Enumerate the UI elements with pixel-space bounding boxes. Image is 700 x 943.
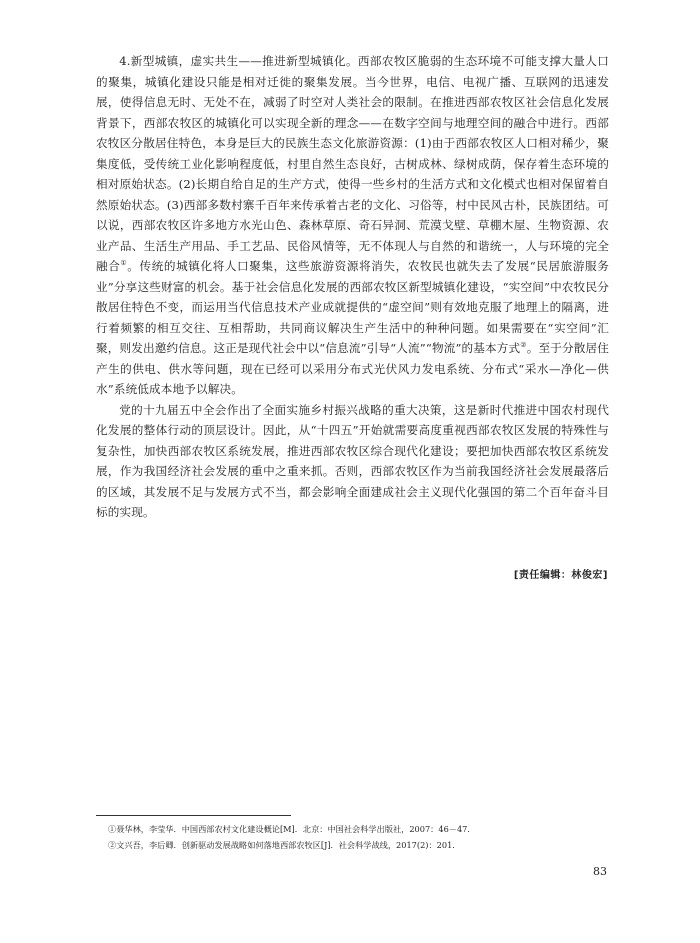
paragraph-text: 。传统的城镇化将人口聚集，这些旅游资源将消失，农牧民也就失去了发展“民居旅游服务业”分享这些财富的机会。基于社会信息化发展的西部农牧区新型城镇化建设，“实空间”中农牧民分散居住特色不变，而运用当代信息技术产业成就提供的“虚空间”则有效地克服了地理上的隔离，进行着频繁的相互交往、互相帮助，共同商议解决生产生活中的种种问题。如果需要在“实空间”汇聚，则发出邀约信息。这正是现代社会中以“信息流”引导“人流”“物流”的基本方式 [96,259,609,355]
responsible-editor-note: [责任编辑：林俊宏] [513,570,608,581]
footnote-marker[interactable]: ① [120,259,128,268]
footnote: ①聂华林，李莹华．中国西部农村文化建设概论[M]．北京：中国社会科学出版社，2007：46－47． [108,824,476,834]
footnote: ②文兴吾，李后卿．创新驱动发展战略如何落地西部农牧区[J]．社会科学战线，2017(2)：201． [108,839,461,850]
footnotes [108,822,608,853]
page-number: 83 [593,865,607,878]
footnote-marker[interactable]: ② [520,341,527,350]
footnote-divider [96,815,291,816]
body-paragraph [96,51,609,400]
body-paragraph: 党的十九届五中全会作出了全面实施乡村振兴战略的重大决策，这是新时代推进中国农村现代化发展的整体行动的顶层设计。因此，从“十四五”开始就需要高度重视西部农牧区发展的特殊性与复杂性，加快西部农牧区系统发展，推进西部农牧区综合现代化建设；要把加快西部农牧区系统发展，作为我国经济社会发展的重中之重来抓。否则，西部农牧区作为当前我国经济社会发展最落后的区域，其发展不足与发展方式不当，都会影响全面建成社会主义现代化强国的第二个百年奋斗目标的实现。 [96,402,609,519]
paragraph-text: 。至于分散居住产生的供电、供水等问题，现在已经可以采用分布式光伏风力发电系统、分布式“采水—净化—供水”系统低成本地予以解决。 [96,341,609,396]
paragraph-text: 4.新型城镇，虚实共生——推进新型城镇化。西部农牧区脆弱的生态环境不可能支撑大量人口的聚集，城镇化建设只能是相对迁徙的聚集发展。当今世界，电信、电视广播、互联网的迅速发展，使得信息无时、无处不在，减弱了时空对人类社会的限制。在推进西部农牧区社会信息化发展背景下，西部农牧区的城镇化可以实现全新的理念——在数字空间与地理空间的融合中进行。西部农牧区分散居住特色，本身是巨大的民族生态文化旅游资源：(1)由于西部农牧区人口相对稀少，聚集度低，受传统工业化影响程度低，村里自然生态良好，古树成林、绿树成荫，保存着生态环境的相对原始状态。(2)长期自给自足的生产方式，使得一些乡村的生活方式和文化模式也相对保留着自然原始状态。(3)西部多数村寨千百年来传承着古老的文化、习俗等，村中民风古朴，民族团结。可以说，西部农牧区许多地方水光山色、森林草原、奇石异洞、荒漠戈壁、草棚木屋、生物资源、农业产品、生活生产用品、手工艺品、民俗风情等，无不体现人与自然的和谐统一，人与环境的完全融合 [96,54,609,273]
article-body [96,51,609,523]
